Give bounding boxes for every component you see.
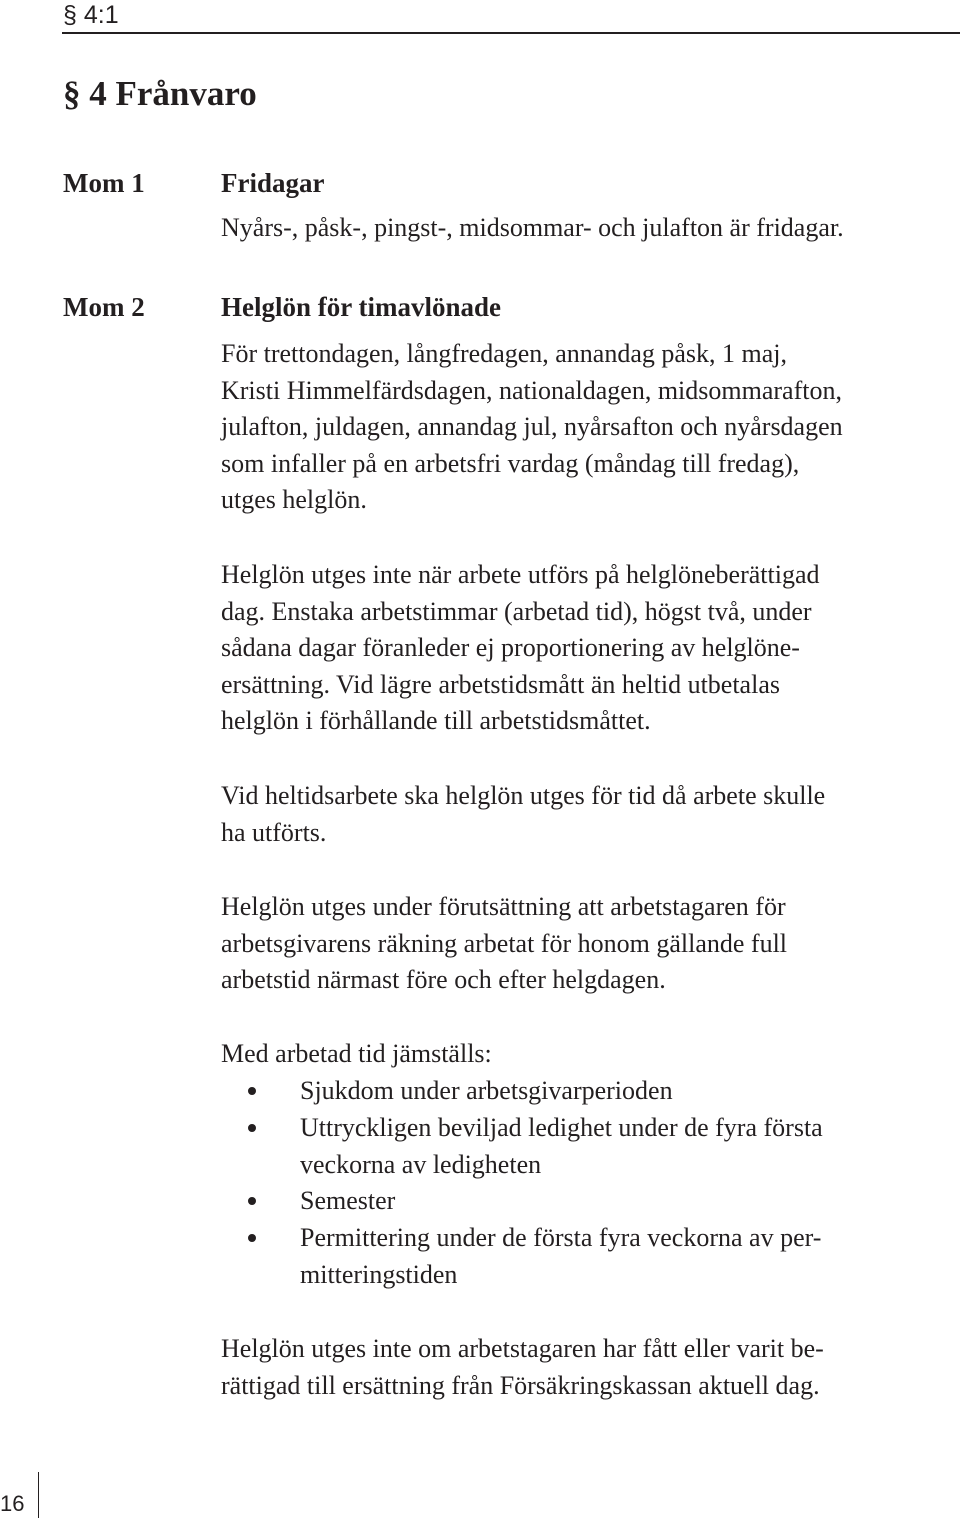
bullet-dot [248, 1124, 256, 1132]
text-line: Helglön utges inte om arbetstagaren har fått eller varit be- [221, 1334, 824, 1363]
text-line: Permittering under de första fyra veckorna av per- [300, 1223, 822, 1252]
text-line: sådana dagar föranleder ej proportionering av helglöne- [221, 633, 800, 663]
text-line: som infaller på en arbetsfri vardag (måndag till fredag), [221, 448, 800, 478]
mom-1-title: Fridagar [221, 168, 325, 198]
text-line: ersättning. Vid lägre arbetstidsmått än heltid utbetalas [221, 669, 780, 699]
text-line: utges helglön. [221, 485, 367, 515]
mom-2-paragraph-3 [221, 778, 825, 851]
header-rule [62, 32, 960, 34]
running-header: § 4:1 [63, 1, 119, 29]
text-line: Helglön utges under förutsättning att arbetstagaren för [221, 892, 786, 921]
text-line: dag. Enstaka arbetstimmar (arbetad tid), högst två, under [221, 596, 812, 626]
text-line: För trettondagen, långfredagen, annandag påsk, 1 maj, [221, 339, 788, 368]
bullet-dot [248, 1197, 256, 1205]
mom-2-label: Mom 2 [63, 292, 145, 322]
list-item [300, 1183, 395, 1220]
bullet-dot [248, 1087, 256, 1095]
text-line: Med arbetad tid jämställs: [221, 1039, 492, 1068]
text-line: Semester [300, 1186, 396, 1215]
text-line: Helglön utges inte när arbete utförs på helglöneberättigad [221, 560, 820, 589]
text-line: arbetsgivarens räkning arbetat för honom gällande full [221, 928, 788, 958]
list-item [300, 1220, 821, 1293]
mom-2-list-intro [221, 1036, 492, 1073]
text-line: ha utförts. [221, 817, 327, 847]
text-line: rättigad till ersättning från Försäkringskassan aktuell dag. [221, 1370, 820, 1400]
mom-2-paragraph-4 [221, 889, 787, 999]
mom-2-title: Helglön för timavlönade [221, 292, 501, 322]
page-number: 16 [0, 1491, 25, 1516]
text-line: mitteringstiden [300, 1259, 458, 1289]
text-line: Uttryckligen beviljad ledighet under de fyra första [300, 1113, 823, 1142]
mom-1-text [221, 210, 844, 247]
mom-2-paragraph-2 [221, 557, 820, 740]
text-line: helglön i förhållande till arbetstidsmåttet. [221, 706, 651, 736]
mom-2-paragraph-6 [221, 1331, 824, 1404]
text-line: arbetstid närmast före och efter helgdagen. [221, 965, 666, 995]
list-item [300, 1073, 673, 1110]
list-item [300, 1110, 823, 1183]
text-line: Nyårs-, påsk-, pingst-, midsommar- och julafton är fridagar. [221, 213, 844, 242]
mom-1-label: Mom 1 [63, 168, 145, 198]
mom-2-paragraph-1 [221, 336, 843, 519]
section-heading: § 4 Frånvaro [63, 74, 257, 113]
text-line: Vid heltidsarbete ska helglön utges för tid då arbete skulle [221, 781, 826, 810]
margin-rule [38, 1472, 39, 1518]
text-line: Kristi Himmelfärdsdagen, nationaldagen, midsommarafton, [221, 375, 842, 405]
text-line: Sjukdom under arbetsgivarperioden [300, 1076, 673, 1105]
text-line: veckorna av ledigheten [300, 1149, 542, 1179]
text-line: julafton, juldagen, annandag jul, nyårsafton och nyårsdagen [221, 412, 843, 442]
bullet-dot [248, 1234, 256, 1242]
